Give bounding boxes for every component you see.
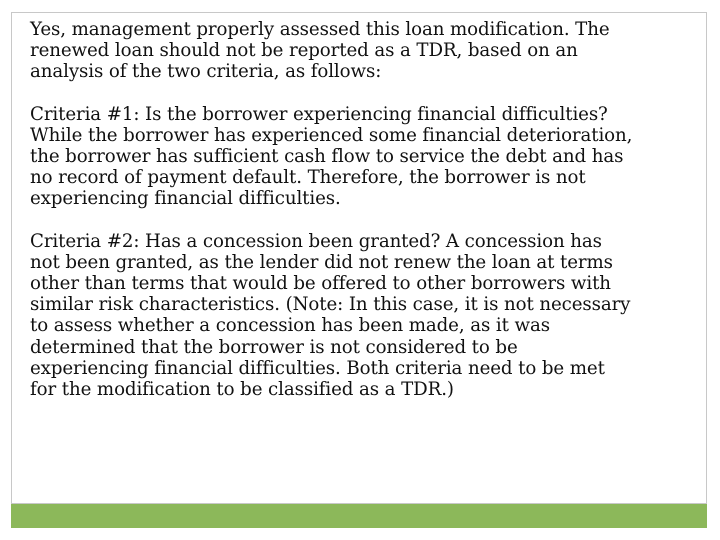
- body-text: [30, 19, 680, 421]
- paragraph-answer: Yes, management properly assessed this loan modification. The renewed loan should not be reported as a TDR, based on an analysis of the two criteria, as follows:: [30, 19, 610, 83]
- paragraph-criteria-2: Criteria #2: Has a concession been granted? A concession has not been granted, as the lender did not renew the loan at terms other than terms that would be offered to other borrowers with similar risk characteristics. (Note: In this case, it is not necessary to assess whether a concession has been made, as it was determined that the borrower is not considered to be experiencing financial difficulties. Both criteria need to be met for the modification to be classified as a TDR.): [30, 230, 631, 401]
- footer-accent-bar: [11, 504, 707, 528]
- paragraph-criteria-1: Criteria #1: Is the borrower experiencing financial difficulties? While the borrower has experienced some financial deterioration, the borrower has sufficient cash flow to service the debt and has no record of payment default. Therefore, the borrower is not experiencing financial difficulties.: [30, 103, 633, 210]
